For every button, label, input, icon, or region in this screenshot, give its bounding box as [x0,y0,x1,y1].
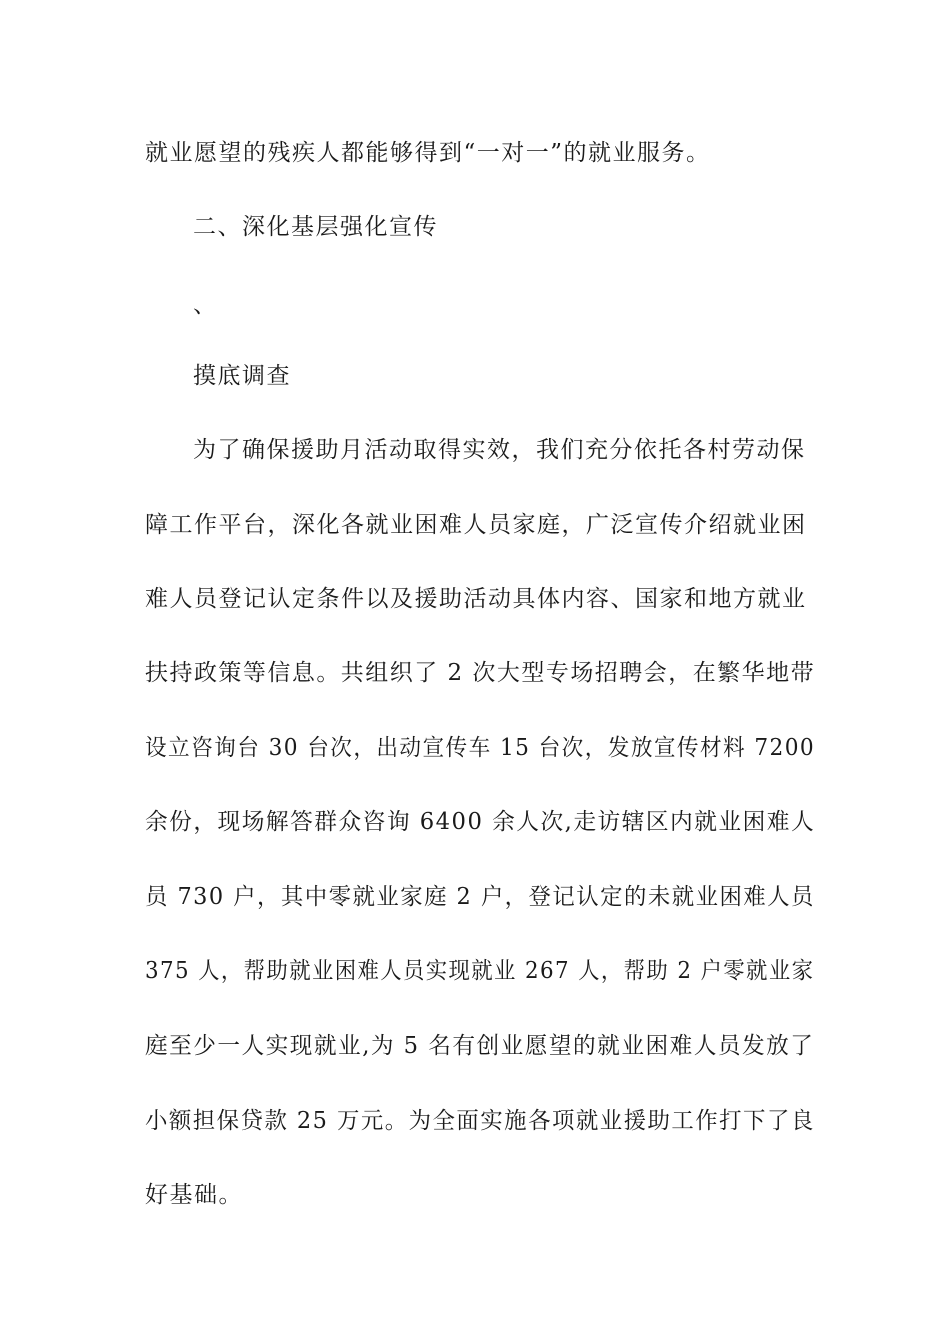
paragraph-line: 就业愿望的残疾人都能够得到“一对一”的就业服务。 [145,140,711,166]
paragraph-line: 扶持政策等信息。共组织了 2 次大型专场招聘会，在繁华地带 [145,660,816,686]
paragraph-line: 为了确保援助月活动取得实效，我们充分依托各村劳动保 [193,437,806,463]
paragraph-line: 难人员登记认定条件以及援助活动具体内容、国家和地方就业 [145,586,807,612]
paragraph-line: 小额担保贷款 25 万元。为全面实施各项就业援助工作打下了良 [145,1108,815,1134]
paragraph-line: 好基础。 [145,1182,243,1208]
paragraph-line: 庭至少一人实现就业,为 5 名有创业愿望的就业困难人员发放了 [145,1033,815,1059]
paragraph-line: 设立咨询台 30 台次，出动宣传车 15 台次，发放宣传材料 7200 [145,735,816,761]
subsection-heading: 摸底调查 [193,363,291,389]
heading-fragment: 、 [193,292,218,318]
paragraph-line: 障工作平台，深化各就业困难人员家庭，广泛宣传介绍就业困 [145,512,807,538]
paragraph-line: 余份，现场解答群众咨询 6400 余人次,走访辖区内就业困难人 [145,809,816,835]
paragraph-line: 375 人，帮助就业困难人员实现就业 267 人，帮助 2 户零就业家 [145,958,815,984]
section-heading: 二、深化基层强化宣传 [193,214,438,240]
paragraph-line: 员 730 户，其中零就业家庭 2 户，登记认定的未就业困难人员 [145,884,815,910]
